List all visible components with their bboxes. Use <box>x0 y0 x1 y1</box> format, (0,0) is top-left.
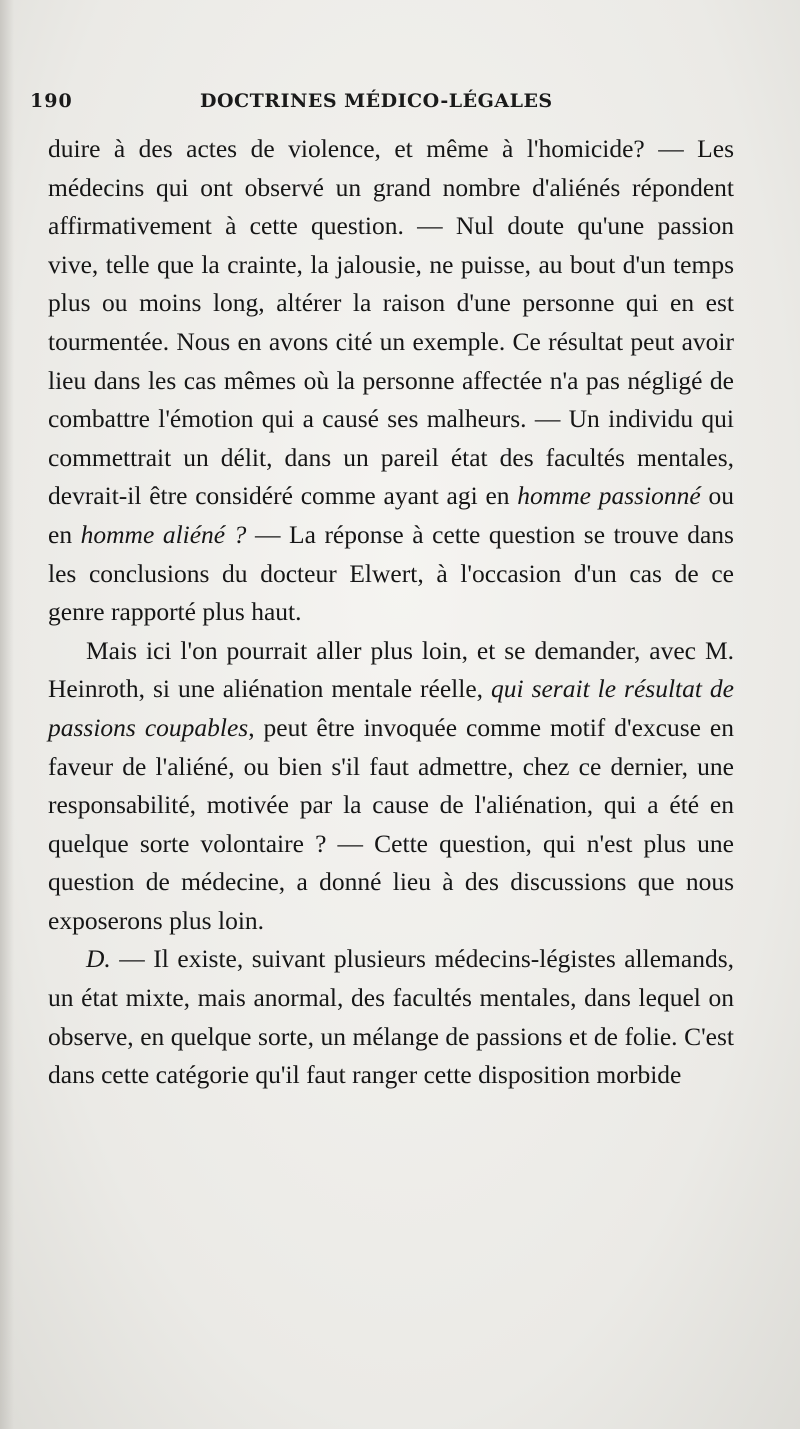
text-run: Mais ici l'on pourrait aller plus loin, et se demander, avec M. Heinroth, si une aliénation mentale réelle, <box>48 635 734 704</box>
section-letter: D. <box>86 944 111 974</box>
text-run: ou en <box>48 481 735 549</box>
running-head: DOCTRINES MÉDICO-LÉGALES <box>200 90 553 112</box>
paragraph-2 <box>48 632 734 941</box>
italic-run: homme aliéné ? <box>80 519 247 549</box>
page-number: 190 <box>30 90 73 112</box>
text-run: duire à des actes de violence, et même à l'homicide? — Les médecins qui ont observé un grand nombre d'aliénés répondent affirmativement à cette question. — Nul doute qu'une passion vive, telle que la crainte, la jalousie, ne puisse, au bout d'un temps plus ou moins long, altérer la raison d'une personne qui en est tourmentée. Nous en avons cité un exemple. Ce résultat peut avoir lieu dans les cas mêmes où la personne affectée n'a pas négligé de combattre l'émotion qui a causé ses malheurs. — Un individu qui commettrait un délit, dans un pareil état des facultés mentales, devrait-il être considéré comme ayant agi en <box>48 134 734 511</box>
italic-run: homme passionné <box>517 481 701 511</box>
paragraph-3 <box>48 940 734 1094</box>
italic-run: qui serait le résultat de passions coupables <box>48 674 734 742</box>
text-run: , peut être invoquée comme motif d'excuse en faveur de l'aliéné, ou bien s'il faut admettre, chez ce dernier, une responsabilité, motivée par la cause de l'aliénation, qui a été en quelque sorte volontaire ? — Cette question, qui n'est plus une question de médecine, a donné lieu à des discussions que nous exposerons plus loin. <box>48 712 734 935</box>
page-header <box>30 90 770 120</box>
body-text <box>48 130 734 1095</box>
paragraph-1 <box>48 130 734 632</box>
text-run: — La réponse à cette question se trouve dans les conclusions du docteur Elwert, à l'occasion d'un cas de ce genre rapporté plus haut. <box>48 519 734 627</box>
text-run: — Il existe, suivant plusieurs médecins-légistes allemands, un état mixte, mais anormal, des facultés mentales, dans lequel on observe, en quelque sorte, un mélange de passions et de folie. C'est dans cette catégorie qu'il faut ranger cette disposition morbide <box>48 944 734 1090</box>
